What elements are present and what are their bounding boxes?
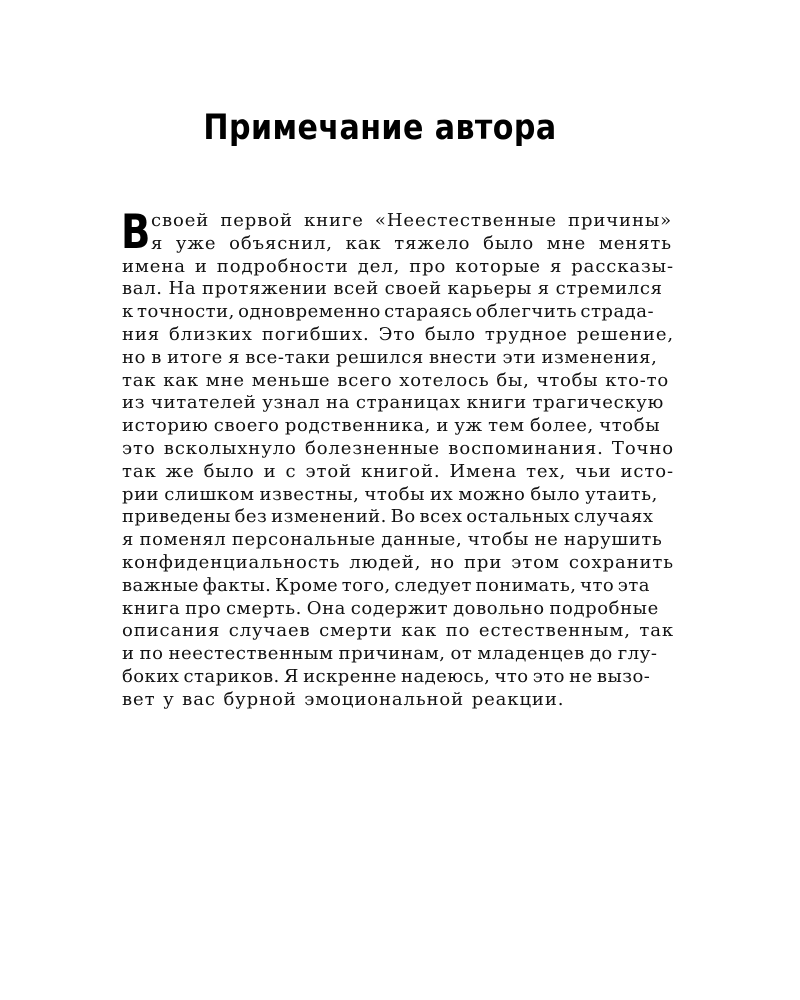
text-line: книга про смерть. Она содержит довольно подробные <box>122 597 659 619</box>
text-line: вет у вас бурной эмоциональной реакции. <box>122 688 565 710</box>
text-line: историю своего родственника, и уж тем более, чтобы <box>122 415 661 437</box>
text-line: имена и подробности дел, про которые я рассказы- <box>122 255 674 277</box>
text-line: ния близких погибших. Это было трудное решение, <box>122 323 674 345</box>
page-title: Примечание автора <box>203 108 557 148</box>
text-line: я поменял персональные данные, чтобы не нарушить <box>122 529 663 551</box>
text-line: боких стариков. Я искренне надеюсь, что это не вызо- <box>122 665 651 687</box>
text-line: описания случаев смерти как по естественным, так <box>122 620 674 642</box>
text-line: так же было и с этой книгой. Имена тех, чьи исто- <box>122 460 674 482</box>
text-line: конфиденциальность людей, но при этом сохранить <box>122 551 674 573</box>
text-line: но в итоге я все-таки решился внести эти изменения, <box>122 346 658 368</box>
text-line: своей первой книге «Неестественные причины» <box>151 210 672 231</box>
text-line: я уже объяснил, как тяжело было мне менять <box>151 232 672 254</box>
text-line: рии слишком известны, чтобы их можно было утаить, <box>122 483 658 505</box>
body-paragraph <box>121 205 674 712</box>
text-line: к точности, одновременно стараясь облегчить страда- <box>122 301 655 323</box>
text-line: приведены без изменений. Во всех остальных случаях <box>122 506 654 528</box>
text-line: из читателей узнал на страницах книги трагическую <box>122 392 664 414</box>
text-line: вал. На протяжении всей своей карьеры я стремился <box>122 278 663 300</box>
text-line: и по неестественным причинам, от младенцев до глу- <box>122 643 658 665</box>
text-line: важные факты. Кроме того, следует понимать, что эта <box>122 574 650 596</box>
drop-cap: В <box>121 205 152 260</box>
text-line: так как мне меньше всего хотелось бы, чтобы кто-то <box>122 369 670 391</box>
text-line: это всколыхнуло болезненные воспоминания. Точно <box>122 437 674 459</box>
